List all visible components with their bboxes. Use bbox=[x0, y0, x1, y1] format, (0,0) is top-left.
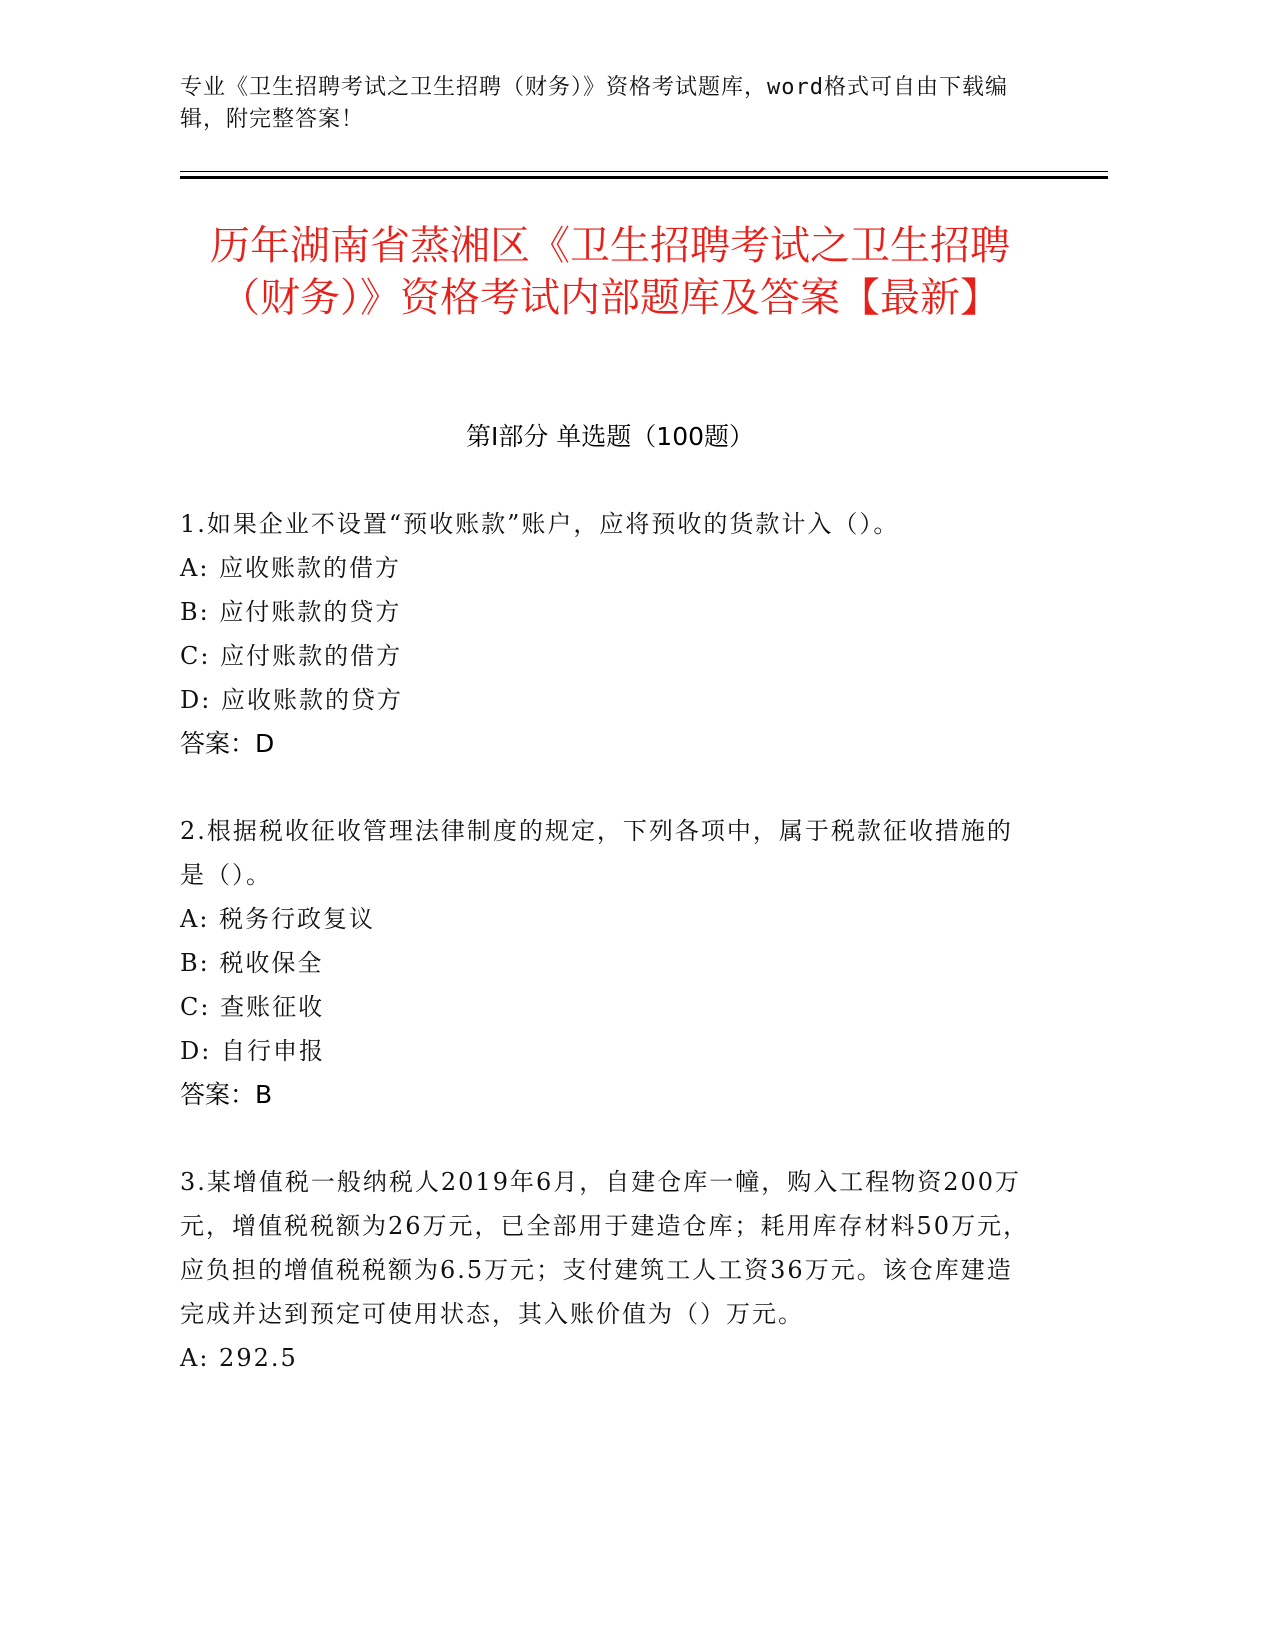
question-list bbox=[180, 502, 1030, 1423]
answer-line: 答案：B bbox=[180, 1080, 273, 1109]
question-3 bbox=[180, 1160, 1030, 1380]
header-divider-thin bbox=[180, 171, 1108, 172]
question-text: 1.如果企业不设置“预收账款”账户，应将预收的货款计入（）。 bbox=[180, 510, 900, 538]
question-2 bbox=[180, 809, 1030, 1117]
document-title: 历年湖南省蒸湘区《卫生招聘考试之卫生招聘（财务）》资格考试内部题库及答案【最新】 bbox=[210, 223, 1010, 321]
question-text: 2.根据税收征收管理法律制度的规定，下列各项中，属于税款征收措施的是（）。 bbox=[180, 817, 1013, 889]
option-a: A: 292.5 bbox=[180, 1344, 298, 1372]
option-d: D: 应收账款的贷方 bbox=[180, 686, 403, 714]
header-note: 专业《卫生招聘考试之卫生招聘（财务）》资格考试题库，word格式可自由下载编辑，附完整答案！ bbox=[180, 75, 1008, 132]
header-divider-thick bbox=[180, 176, 1108, 179]
option-a: A: 应收账款的借方 bbox=[180, 554, 402, 582]
section-heading: 第Ⅰ部分 单选题（100题） bbox=[465, 422, 755, 451]
option-b: B: 应付账款的贷方 bbox=[180, 598, 402, 626]
answer-line: 答案：D bbox=[180, 729, 275, 758]
option-c: C: 查账征收 bbox=[180, 993, 325, 1021]
question-1 bbox=[180, 502, 1030, 766]
option-c: C: 应付账款的借方 bbox=[180, 642, 403, 670]
option-b: B: 税收保全 bbox=[180, 949, 324, 977]
option-d: D: 自行申报 bbox=[180, 1037, 325, 1065]
question-text: 3.某增值税一般纳税人2019年6月，自建仓库一幢，购入工程物资200万元，增值税税额为26万元，已全部用于建造仓库；耗用库存材料50万元，应负担的增值税税额为6.5万元；支付建筑工人工资36万元。该仓库建造完成并达到预定可使用状态，其入账价值为（）万元。 bbox=[180, 1168, 1030, 1328]
option-a: A: 税务行政复议 bbox=[180, 905, 376, 933]
